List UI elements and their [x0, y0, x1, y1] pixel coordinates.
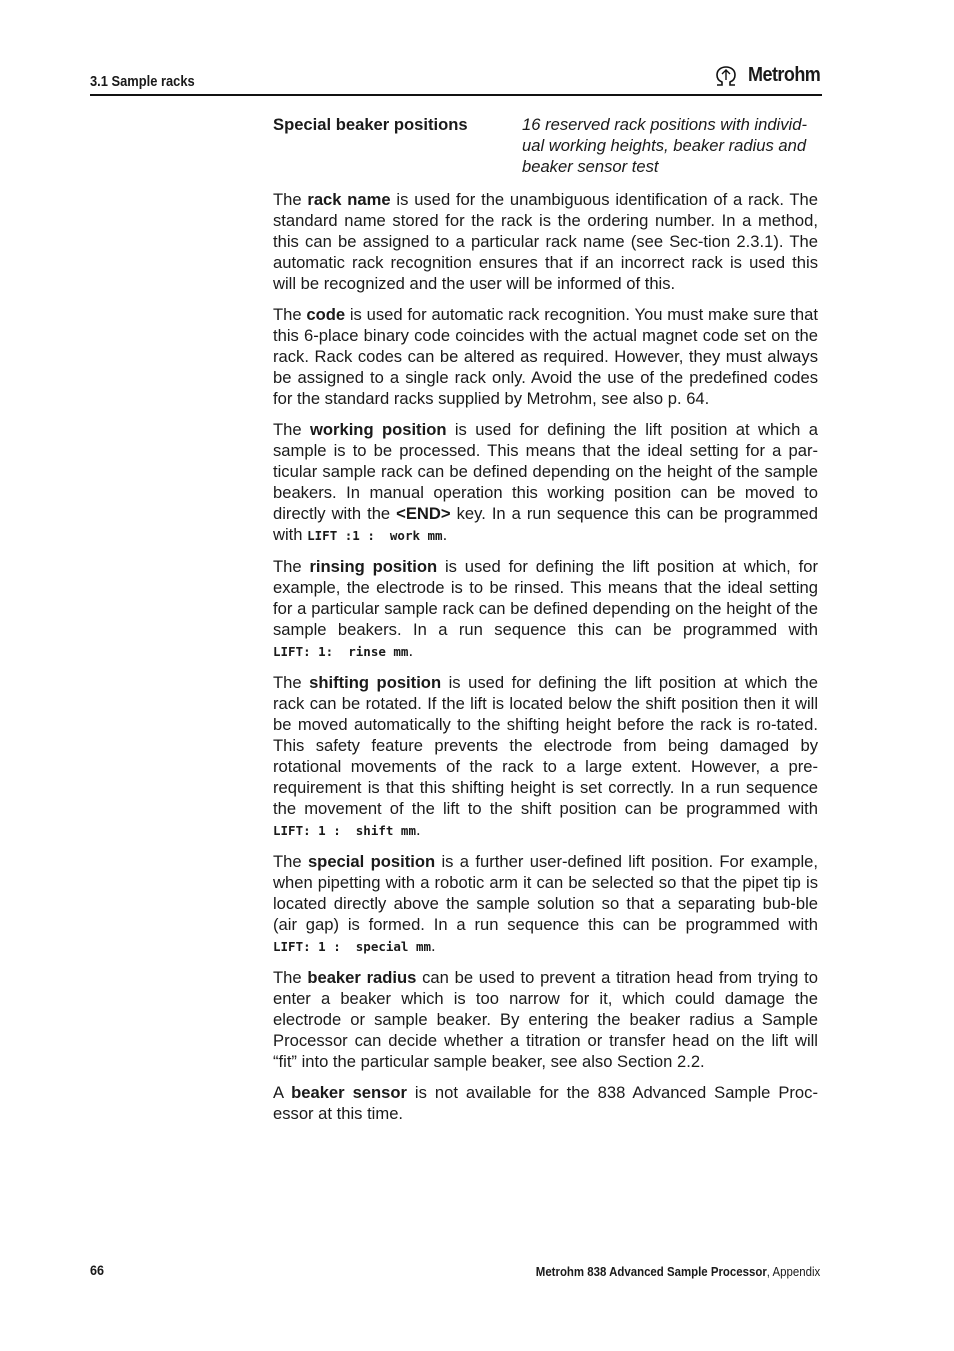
term: shifting position [309, 673, 442, 692]
text: is used for defining the lift position at which the rack can be rotated. If the lift is located below the shift position then it will be moved automatically to the shifting height before the rack is ro-tated. This safety feature prevents the electrode from being damaged by rotational movements of the rack to a large extent. However, a pre-requirement is that this shifting height is set correctly. In a run sequence the movement of the lift to the shift position can be programmed with [273, 673, 818, 818]
term: beaker radius [307, 968, 417, 987]
text: is used for defining the lift position at which a sample is to be processed. This means that the ideal setting for a par-ticular sample rack can be defined depending on the height of the sample beakers. In manual operation this working position can be moved to directly with the [273, 420, 818, 523]
term: rinsing position [309, 557, 438, 576]
paragraph-shifting-position [273, 672, 818, 841]
section-title: 3.1 Sample racks [90, 73, 195, 90]
text: is used for the unambiguous identification of a rack. The standard name stored for the rack is the ordering number. In a method, this can be assigned to a particular rack name (see Sec-tion 2.3.1). The automatic rack recognition ensures that if an incorrect rack is used this will be recognized and the user will be informed of this. [273, 190, 818, 293]
text: The [273, 420, 310, 439]
paragraph-rack-name [273, 189, 818, 294]
paragraph-rinsing-position [273, 556, 818, 662]
key-name: <END> [396, 504, 451, 523]
footer-document-title [536, 1264, 820, 1279]
code-snippet: LIFT :1 : work mm [307, 528, 443, 543]
special-positions-row [273, 114, 818, 177]
metrohm-logo [714, 64, 820, 87]
product-name: Metrohm 838 Advanced Sample Processor [535, 1264, 767, 1279]
text: . [408, 641, 414, 660]
text: A [273, 1083, 292, 1102]
text: The [273, 305, 307, 324]
paragraph-code [273, 304, 818, 409]
document-part: , Appendix [766, 1264, 820, 1279]
text: The [273, 968, 308, 987]
text: is not available for the 838 Advanced Sample Proc-essor at this time. [273, 1083, 818, 1123]
main-content [273, 114, 818, 1134]
logo-text: Metrohm [747, 64, 820, 86]
text: is used for automatic rack recognition. You must make sure that this 6-place binary code coincides with the actual magnet code set on the rack. Rack codes can be altered as required. However, they must always be assigned to a single rack only. Avoid the use of the predefined codes for the standard racks supplied by Metrohm, see also p. 64. [273, 305, 818, 408]
text: The [273, 190, 308, 209]
text: . [431, 936, 436, 955]
paragraph-special-position [273, 851, 818, 957]
term: code [306, 305, 346, 324]
term: special position [307, 852, 436, 871]
text: can be used to prevent a titration head from trying to enter a beaker which is too narrow for it, which could damage the electrode or sample beaker. By entering the beaker radius a Sample Processor can decide whether a titration or transfer head on the lift will “fit” into the particular sample beaker, see also Section 2.2. [273, 968, 818, 1071]
term: rack name [307, 190, 391, 209]
paragraph-beaker-radius [273, 967, 818, 1072]
code-snippet: LIFT: 1: rinse mm [273, 644, 409, 659]
metrohm-omega-icon [714, 65, 738, 87]
paragraph-working-position [273, 419, 818, 546]
text: is a further user-defined lift position. For example, when pipetting with a robotic arm it can be selected so that the pipet tip is located directly above the sample solution so that a separating bub-ble (air gap) is formed. In a run sequence this can be programmed with [273, 852, 818, 934]
special-positions-label: Special beaker positions [273, 115, 468, 134]
text: is used for defining the lift position at which, for example, the electrode is to be rinsed. This means that the ideal setting for a particular sample rack can be defined depending on the height of the sample beakers. In a run sequence this can be programmed with [273, 557, 818, 639]
code-snippet: LIFT: 1 : shift mm [273, 823, 416, 838]
term: beaker sensor [291, 1083, 407, 1102]
page-number: 66 [90, 1262, 105, 1278]
text: The [273, 673, 310, 692]
page-header [90, 62, 822, 96]
paragraph-beaker-sensor [273, 1082, 818, 1124]
term: working position [309, 420, 447, 439]
text: . [442, 525, 448, 544]
text: The [273, 557, 310, 576]
text: The [273, 852, 308, 871]
text: . [416, 820, 421, 839]
special-positions-desc: 16 reserved rack positions with individ-ual working heights, beaker radius and beaker sensor test [522, 115, 807, 176]
code-snippet: LIFT: 1 : special mm [273, 939, 432, 954]
text: key. In a run sequence this can be programmed with [273, 504, 819, 544]
